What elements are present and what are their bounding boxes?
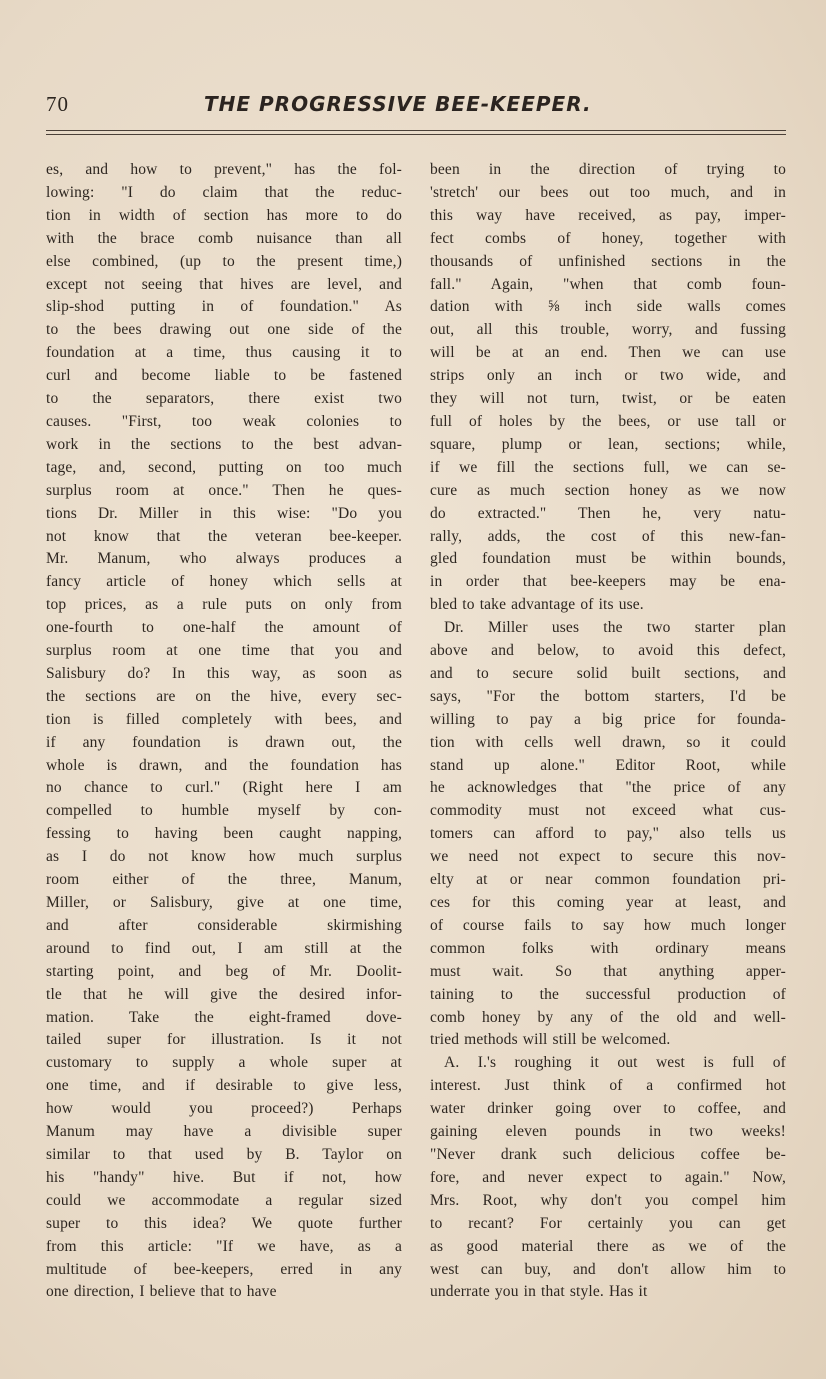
page-header: [46, 92, 786, 122]
text-line: surplus room at one time that you and: [46, 642, 402, 660]
text-line: ces for this coming year at least, and: [430, 894, 786, 911]
text-line: Miller, or Salisbury, give at one time,: [46, 894, 402, 911]
text-line: slip-shod putting in of foundation." As: [46, 298, 402, 316]
text-line: strips only an inch or two wide, and: [430, 367, 786, 385]
text-line: been in the direction of trying to: [430, 161, 786, 178]
text-line: interest. Just think of a confirmed hot: [430, 1077, 786, 1095]
text-line: customary to supply a whole super at: [46, 1054, 402, 1072]
text-line: super to this idea? We quote further: [46, 1214, 402, 1232]
text-line: tion is filled completely with bees, and: [46, 710, 402, 728]
text-line: not know that the veteran bee-keeper.: [46, 527, 402, 545]
text-line: full of holes by the bees, or use tall or: [430, 412, 786, 430]
text-line: do extracted." Then he, very natu-: [430, 504, 786, 522]
text-line: if we fill the sections full, we can se-: [430, 458, 786, 476]
text-line: to recant? For certainly you can get: [430, 1214, 786, 1232]
text-line: with the brace comb nuisance than all: [46, 229, 402, 247]
text-line: fancy article of honey which sells at: [46, 573, 402, 591]
text-line: he acknowledges that "the price of any: [430, 779, 786, 797]
text-line: tomers can afford to pay," also tells us: [430, 825, 786, 843]
text-line: causes. "First, too weak colonies to: [46, 412, 402, 430]
text-line: tried methods will still be welcomed.: [430, 1031, 671, 1049]
text-line: starting point, and beg of Mr. Doolit-: [46, 962, 402, 980]
text-line: "Never drank such delicious coffee be-: [430, 1145, 786, 1163]
header-rule-top: [46, 130, 786, 131]
text-line: and after considerable skirmishing: [46, 916, 402, 934]
text-line: tions Dr. Miller in this wise: "Do you: [46, 504, 402, 522]
text-line: around to find out, I am still at the: [46, 939, 402, 957]
text-line: above and below, to avoid this defect,: [430, 642, 786, 660]
text-line: taining to the successful production of: [430, 985, 786, 1003]
text-line: foundation at a time, thus causing it to: [46, 344, 402, 362]
text-line: and to secure solid built sections, and: [430, 664, 786, 682]
text-line: to the separators, there exist two: [46, 390, 402, 408]
text-line: A. I.'s roughing it out west is full of: [444, 1054, 786, 1072]
text-line: in order that bee-keepers may be ena-: [430, 573, 786, 591]
page-number: 70: [46, 92, 69, 116]
text-line: must wait. So that anything apper-: [430, 962, 786, 980]
text-line: comb honey by any of the old and well-: [430, 1008, 786, 1026]
text-line: out, all this trouble, worry, and fussing: [430, 321, 786, 339]
text-line: this way have received, as pay, imper-: [430, 206, 786, 224]
text-line: lowing: "I do claim that the reduc-: [46, 183, 402, 201]
text-line: Mr. Manum, who always produces a: [46, 550, 402, 568]
text-line: Salisbury do? In this way, as soon as: [46, 664, 402, 682]
text-line: the sections are on the hive, every sec-: [46, 687, 402, 705]
text-line: dation with ⅝ inch side walls comes: [430, 298, 786, 316]
text-line: Mrs. Root, why don't you compel him: [430, 1191, 786, 1209]
text-line: bled to take advantage of its use.: [430, 596, 644, 614]
text-line: west can buy, and don't allow him to: [430, 1260, 786, 1278]
text-line: gaining eleven pounds in two weeks!: [430, 1123, 786, 1141]
text-line: as I do not know how much surplus: [46, 848, 402, 866]
text-line: thousands of unfinished sections in the: [430, 252, 786, 270]
text-line: work in the sections to the best advan-: [46, 435, 402, 453]
text-line: room either of the three, Manum,: [46, 871, 402, 889]
text-line: rally, adds, the cost of this new-fan-: [430, 527, 786, 545]
text-line: willing to pay a big price for founda-: [430, 710, 786, 728]
text-line: could we accommodate a regular sized: [46, 1191, 402, 1209]
text-line: curl and become liable to be fastened: [46, 367, 402, 385]
text-line: multitude of bee-keepers, erred in any: [46, 1260, 402, 1278]
text-line: square, plump or lean, sections; while,: [430, 435, 786, 453]
text-line: how would you proceed?) Perhaps: [46, 1100, 402, 1118]
text-line: of course fails to say how much longer: [430, 916, 786, 934]
text-line: elty at or near common foundation pri-: [430, 871, 786, 889]
text-line: mation. Take the eight-framed dove-: [46, 1008, 402, 1026]
text-line: fore, and never expect to again." Now,: [430, 1168, 786, 1186]
text-line: one-fourth to one-half the amount of: [46, 619, 402, 637]
text-line: Manum may have a divisible super: [46, 1123, 402, 1141]
right-column: [430, 159, 786, 1304]
header-rule-bottom: [46, 134, 786, 135]
text-line: underrate you in that style. Has it: [430, 1283, 648, 1301]
text-line: as good material there as we of the: [430, 1237, 786, 1255]
text-line: top prices, as a rule puts on only from: [46, 596, 402, 614]
text-line: except not seeing that hives are level, and: [46, 275, 402, 293]
text-line: tailed super for illustration. Is it not: [46, 1031, 402, 1049]
text-line: commodity must not exceed what cus-: [430, 802, 786, 820]
text-line: they will not turn, twist, or be eaten: [430, 390, 786, 408]
text-line: cure as much section honey as we now: [430, 481, 786, 499]
text-line: if any foundation is drawn out, the: [46, 733, 402, 751]
text-line: no chance to curl." (Right here I am: [46, 779, 402, 797]
text-line: water drinker going over to coffee, and: [430, 1100, 786, 1118]
text-line: surplus room at once." Then he ques-: [46, 481, 402, 499]
text-line: his "handy" hive. But if not, how: [46, 1168, 402, 1186]
text-line: one direction, I believe that to have: [46, 1283, 277, 1301]
text-line: es, and how to prevent," has the fol-: [46, 161, 402, 178]
text-line: similar to that used by B. Taylor on: [46, 1145, 402, 1163]
left-column: [46, 159, 402, 1304]
text-line: one time, and if desirable to give less,: [46, 1077, 402, 1095]
text-line: from this article: "If we have, as a: [46, 1237, 402, 1255]
text-line: compelled to humble myself by con-: [46, 802, 402, 820]
text-line: gled foundation must be within bounds,: [430, 550, 786, 568]
text-line: tion in width of section has more to do: [46, 206, 402, 224]
text-line: stand up alone." Editor Root, while: [430, 756, 786, 774]
text-line: fect combs of honey, together with: [430, 229, 786, 247]
text-line: fall." Again, "when that comb foun-: [430, 275, 786, 293]
text-line: tage, and, second, putting on too much: [46, 458, 402, 476]
text-line: will be at an end. Then we can use: [430, 344, 786, 362]
text-line: tion with cells well drawn, so it could: [430, 733, 786, 751]
text-line: whole is drawn, and the foundation has: [46, 756, 402, 774]
text-line: fessing to having been caught napping,: [46, 825, 402, 843]
text-line: 'stretch' our bees out too much, and in: [430, 183, 786, 201]
running-title: THE PROGRESSIVE BEE-KEEPER.: [204, 92, 592, 116]
text-line: common folks with ordinary means: [430, 939, 786, 957]
text-line: else combined, (up to the present time,): [46, 252, 402, 270]
text-line: says, "For the bottom starters, I'd be: [430, 687, 786, 705]
text-line: to the bees drawing out one side of the: [46, 321, 402, 339]
text-line: we need not expect to secure this nov-: [430, 848, 786, 866]
text-line: Dr. Miller uses the two starter plan: [444, 619, 786, 637]
text-line: tle that he will give the desired infor-: [46, 985, 402, 1003]
